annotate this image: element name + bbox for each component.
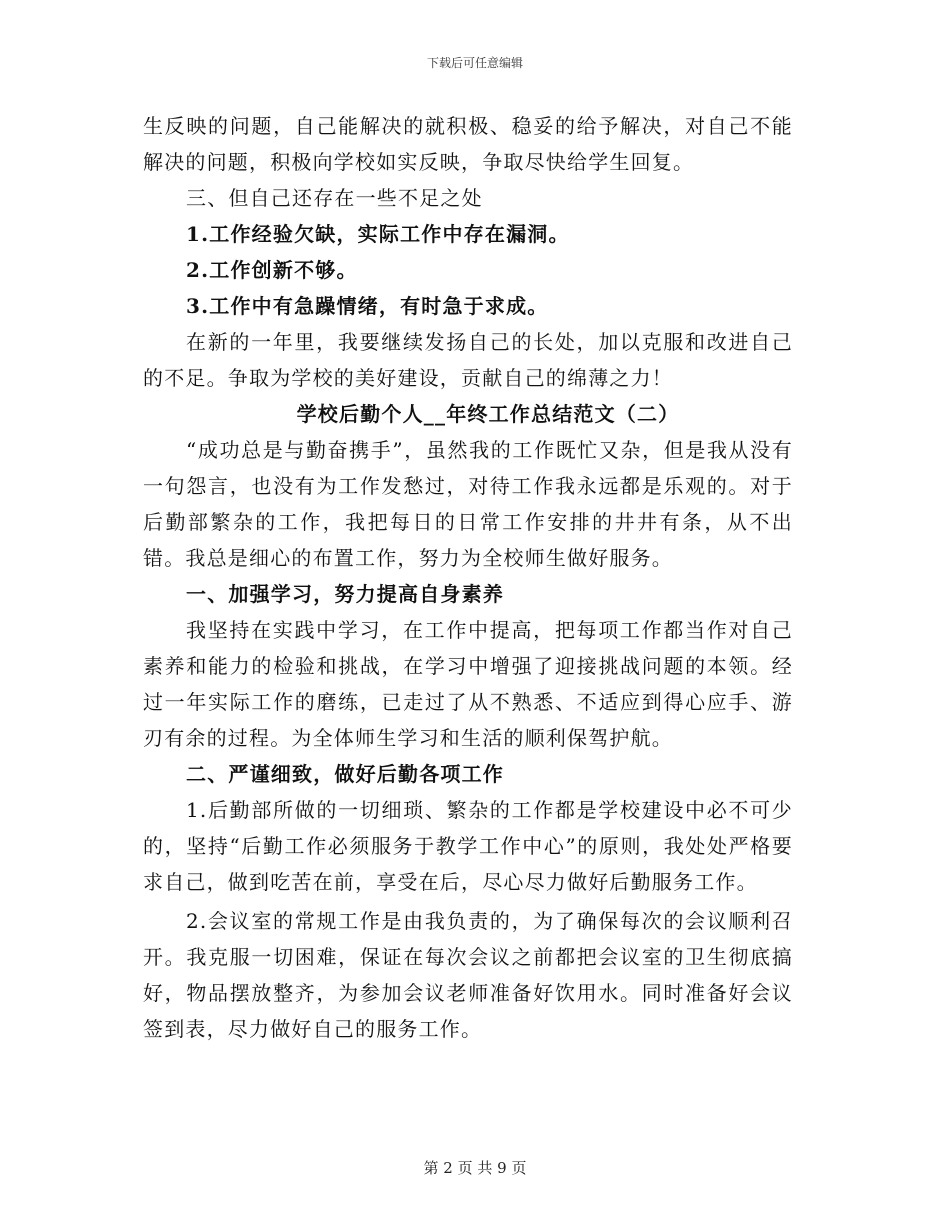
page-header: 下载后可任意编辑: [426, 56, 523, 70]
article-title: 学校后勤个人__年终工作总结范文（二）: [296, 402, 680, 426]
paragraph: 2.会议室的常规工作是由我负责的，为了确保每次的会议顺利召开。我克服一切困难，保证在每次会议之前都把会议室的卫生彻底搞好，物品摆放整齐，为参加会议老师准备好饮用水。同时准备好会议签到表，尽力做好自己的服务工作。: [143, 909, 793, 1041]
paragraph: 生反映的问题，自己能解决的就积极、稳妥的给予解决，对自己不能解决的问题，积极向学校如实反映，争取尽快给学生回复。: [143, 114, 793, 174]
list-item: 3.工作中有急躁情绪，有时急于求成。: [186, 294, 549, 318]
section-heading: 二、严谨细致，做好后勤各项工作: [186, 762, 504, 786]
page-footer: 第 2 页 共 9 页: [423, 1159, 527, 1177]
paragraph: “成功总是与勤奋携手”，虽然我的工作既忙又杂，但是我从没有一句怨言，也没有为工作发愁过，对待工作我永远都是乐观的。对于后勤部繁杂的工作，我把每日的日常工作安排的井井有条，从不出错。我总是细心的布置工作，努力为全校师生做好服务。: [143, 438, 793, 570]
list-item: 2.工作创新不够。: [186, 258, 358, 282]
paragraph: 1.后勤部所做的一切细琐、繁杂的工作都是学校建设中必不可少的，坚持“后勤工作必须服务于教学工作中心”的原则，我处处严格要求自己，做到吃苦在前，享受在后，尽心尽力做好后勤服务工作。: [143, 798, 793, 894]
paragraph: 我坚持在实践中学习，在工作中提高，把每项工作都当作对自己素养和能力的检验和挑战，在学习中增强了迎接挑战问题的本领。经过一年实际工作的磨练，已走过了从不熟悉、不适应到得心应手、游刃有余的过程。为全体师生学习和生活的顺利保驾护航。: [143, 618, 793, 750]
list-item: 1.工作经验欠缺，实际工作中存在漏洞。: [186, 222, 570, 246]
section-heading: 一、加强学习，努力提高自身素养: [186, 582, 504, 606]
paragraph: 在新的一年里，我要继续发扬自己的长处，加以克服和改进自己的不足。争取为学校的美好建设，贡献自己的绵薄之力！: [143, 330, 793, 390]
document-body: [143, 108, 793, 1047]
section-heading: 三、但自己还存在一些不足之处: [186, 186, 483, 210]
